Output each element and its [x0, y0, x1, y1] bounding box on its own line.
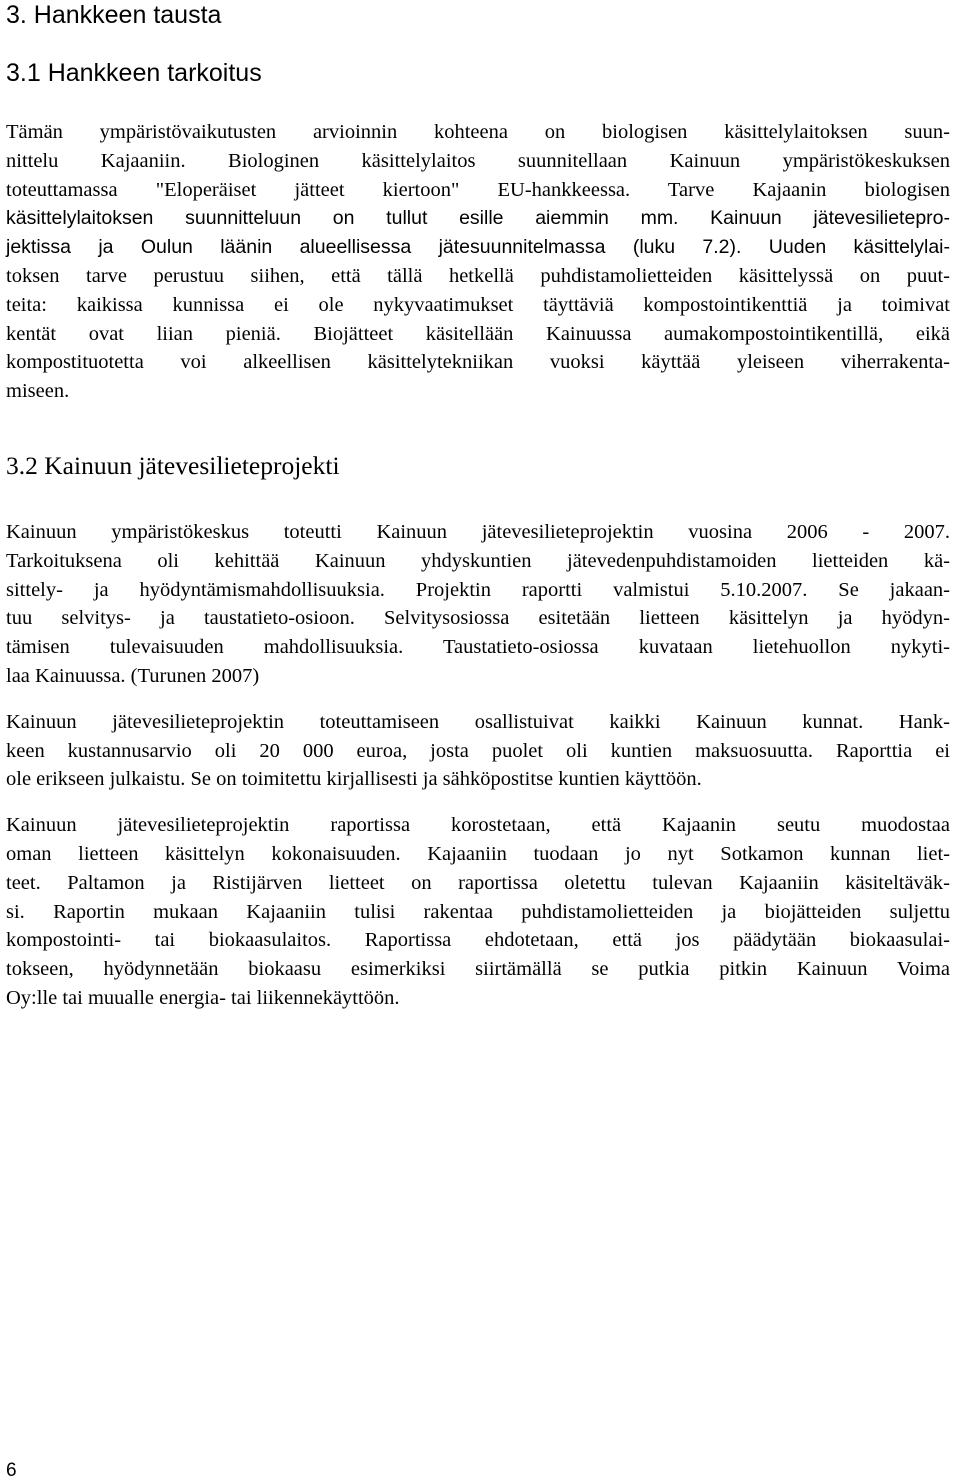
text-line: käsittelylaitoksen suunnitteluun on tullut esille aiemmin mm. Kainuun jätevesilieteprо-	[6, 207, 950, 230]
text-line: miseen.	[6, 380, 70, 403]
text-line: kompostointi- tai biokaasulaitos. Raportissa ehdotetaan, että jos päädytään biokaasulai-	[6, 929, 950, 952]
text-line: tokseen, hyödynnetään biokaasu esimerkiksi siirtämällä se putkia pitkin Kainuun Voima	[6, 958, 950, 981]
page-number: 6	[6, 1460, 17, 1481]
text-line: Tarkoituksena oli kehittää Kainuun yhdyskuntien jätevedenpuhdistamoiden lietteiden kä-	[6, 549, 950, 572]
text-line: keen kustannusarvio oli 20 000 euroa, josta puolet oli kuntien maksuosuutta. Raporttia ei	[6, 739, 950, 762]
document-page	[6, 0, 950, 1013]
subsection-heading-3-2: 3.2 Kainuun jätevesilieteprojekti	[6, 450, 340, 480]
text-line: Kainuun jätevesilieteprojektin raportissa korostetaan, että Kajaanin seutu muodostaa	[6, 814, 950, 837]
text-line: Oy:lle tai muualle energia- tai liikennekäyttöön.	[6, 986, 400, 1009]
text-line: si. Raportin mukaan Kajaaniin tulisi rakentaa puhdistamolietteiden ja biojätteiden suljettu	[6, 900, 950, 923]
subsection-heading-3-1: 3.1 Hankkeen tarkoitus	[6, 59, 262, 87]
text-line: teet. Paltamon ja Ristijärven lietteet on raportissa oletettu tulevan Kajaaniin käsiteltäväk-	[6, 871, 950, 894]
text-line: tuu selvitys- ja taustatieto-osioon. Selvitysosiossa esitetään lietteen käsittelyn ja hyödyn-	[6, 607, 950, 630]
paragraph-osallistujat	[6, 708, 950, 794]
paragraph-hankkeen-tarkoitus	[6, 118, 950, 406]
text-line: Kainuun jätevesilieteprojektin toteuttamiseen osallistuivat kaikki Kainuun kunnat. Hank-	[6, 710, 950, 733]
text-line: ole erikseen julkaistu. Se on toimitettu kirjallisesti ja sähköpostitse kuntien käyttöön.	[6, 768, 702, 791]
text-line: jektissa ja Oulun läänin alueellisessa jätesuunnitelmassa (luku 7.2). Uuden käsittelylai-	[6, 236, 950, 259]
paragraph-raportti	[6, 811, 950, 1013]
text-line: kentät ovat liian pieniä. Biojätteet käsitellään Kainuussa aumakompostointikentillä, eikä	[6, 322, 950, 345]
text-line: tämisen tulevaisuuden mahdollisuuksia. Taustatieto-osiossa kuvataan lietehuollon nykyti-	[6, 636, 950, 659]
text-line: sittely- ja hyödyntämismahdollisuuksia. Projektin raportti valmistui 5.10.2007. Se jakaan-	[6, 578, 950, 601]
text-line: Tämän ympäristövaikutusten arvioinnin kohteena on biologisen käsittelylaitoksen suun-	[6, 121, 950, 143]
text-line: kompostituotetta voi alkeellisen käsittelytekniikan vuoksi käyttää yleiseen viherrakenta-	[6, 351, 950, 374]
text-line: teita: kaikissa kunnissa ei ole nykyvaatimukset täyttäviä kompostointikenttiä ja toimivat	[6, 293, 950, 316]
text-line: Kainuun ympäristökeskus toteutti Kainuun jätevesilieteprojektin vuosina 2006 - 2007.	[6, 520, 950, 543]
text-line: toksen tarve perustuu siihen, että tällä hetkellä puhdistamolietteiden käsittelyssä on puut-	[6, 264, 950, 287]
text-line: oman lietteen käsittelyn kokonaisuuden. Kajaaniin tuodaan jo nyt Sotkamon kunnan liet-	[6, 842, 950, 865]
section-heading-3: 3. Hankkeen tausta	[6, 1, 222, 29]
paragraph-jatevesilieteprojekti	[6, 518, 950, 691]
text-line: toteuttamassa "Eloperäiset jätteet kiertoon" EU-hankkeessa. Tarve Kajaanin biologisen	[6, 178, 950, 201]
text-line: nittelu Kajaaniin. Biologinen käsittelylaitos suunnitellaan Kainuun ympäristökeskuksen	[6, 149, 950, 172]
text-line: laa Kainuussa. (Turunen 2007)	[6, 664, 260, 687]
